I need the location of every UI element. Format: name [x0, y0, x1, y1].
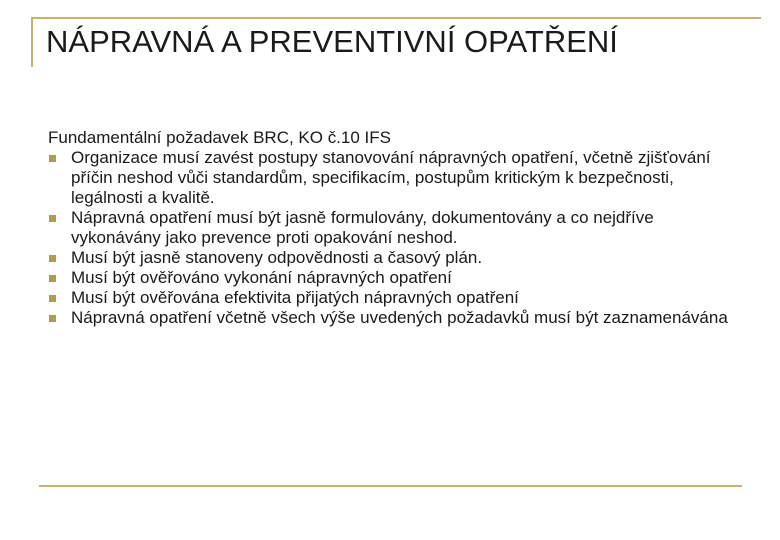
bullet-text: Nápravná opatření musí být jasně formulovány, dokumentovány a co nejdříve vykonávány jako prevence proti opakování neshod. [71, 208, 654, 247]
square-bullet-icon [49, 255, 56, 262]
bullet-text: Musí být ověřována efektivita přijatých nápravných opatření [71, 288, 519, 307]
slide-title: NÁPRAVNÁ A PREVENTIVNÍ OPATŘENÍ [46, 24, 618, 59]
list-item [48, 308, 748, 328]
bullet-text: Nápravná opatření včetně všech výše uvedených požadavků musí být zaznamenávána [71, 308, 728, 327]
list-item [48, 288, 748, 308]
bullet-list [48, 148, 748, 328]
list-item [48, 148, 748, 208]
square-bullet-icon [49, 155, 56, 162]
square-bullet-icon [49, 275, 56, 282]
bullet-text: Musí být jasně stanoveny odpovědnosti a časový plán. [71, 248, 483, 267]
list-item [48, 208, 748, 248]
square-bullet-icon [49, 215, 56, 222]
square-bullet-icon [49, 295, 56, 302]
title-frame-top-rule [31, 17, 761, 19]
title-frame-left-rule [31, 17, 33, 67]
slide-content [48, 128, 748, 328]
bullet-text: Organizace musí zavést postupy stanovování nápravných opatření, včetně zjišťování příčin neshod vůči standardům, specifikacím, postupům kritickým k bezpečnosti, legálnosti a kvalitě. [71, 148, 711, 207]
intro-line: Fundamentální požadavek BRC, KO č.10 IFS [48, 128, 392, 147]
square-bullet-icon [49, 315, 56, 322]
list-item [48, 248, 748, 268]
bullet-text: Musí být ověřováno vykonání nápravných opatření [71, 268, 452, 287]
bottom-divider [39, 485, 742, 487]
list-item [48, 268, 748, 288]
